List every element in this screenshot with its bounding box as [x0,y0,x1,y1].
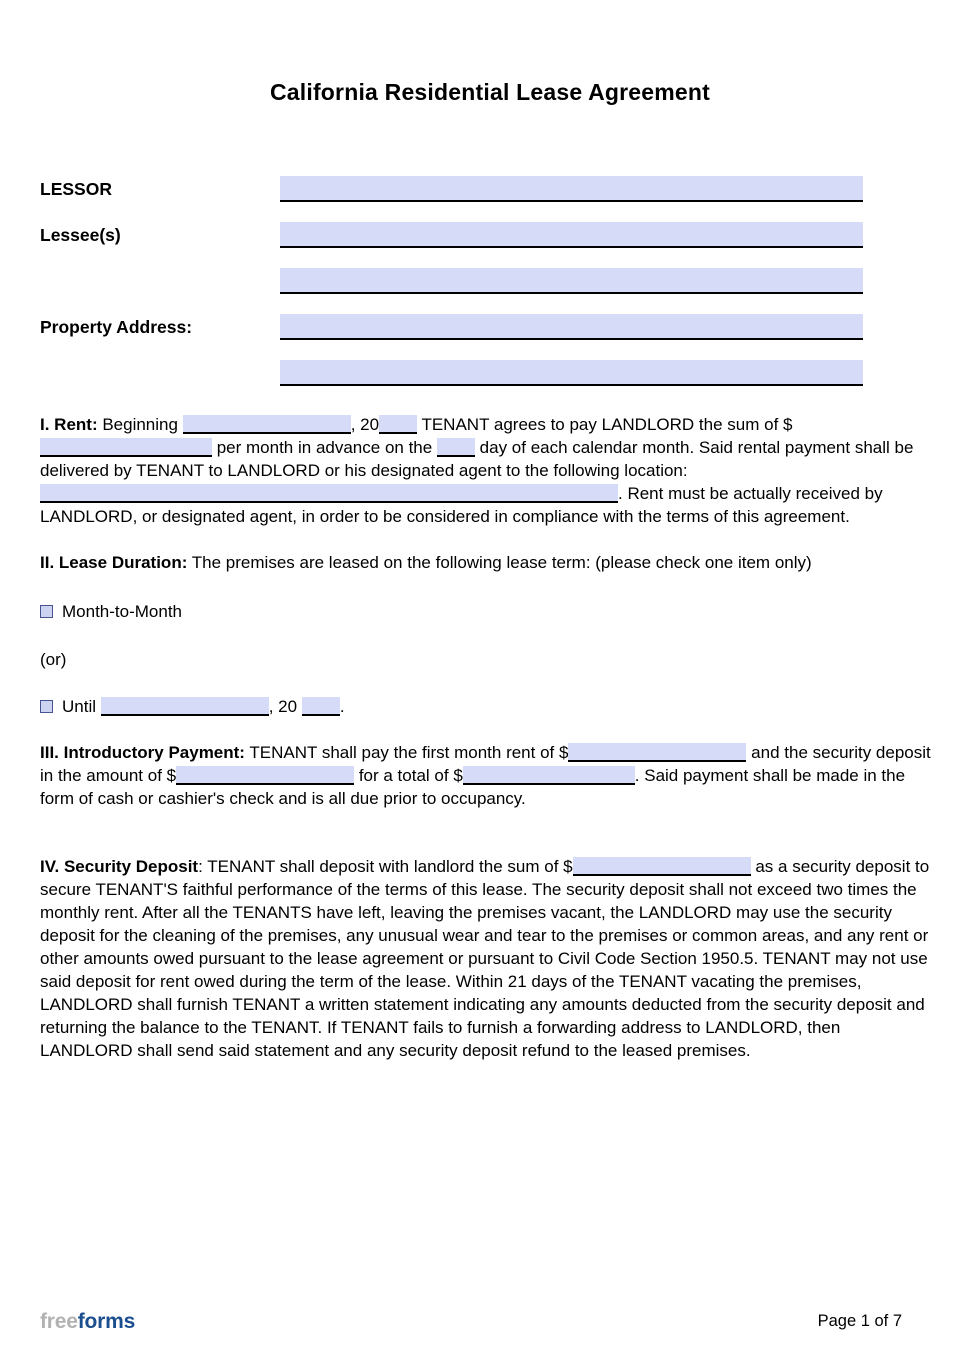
page-title: California Residential Lease Agreement [269,79,711,105]
lessor-label: LESSOR [40,178,112,199]
property-address-row-1 [40,314,940,340]
section-lease-duration-paragraph: II. Lease Duration: The premises are leased on the following lease term: (please check one item only) [40,553,812,572]
month-to-month-label: Month-to-Month [62,602,182,621]
lease-agreement-page [0,78,980,1358]
until-checkbox[interactable] [40,700,53,713]
party-fields-block [40,176,940,386]
property-address-label: Property Address: [40,316,193,337]
property-address-input-field-1[interactable] [280,314,863,340]
property-address-input-field-2[interactable] [280,360,863,386]
lessee-row-1 [40,222,940,248]
section-heading: IV. Security Deposit [40,857,199,876]
until-option-text: Until , 20 . [62,697,345,716]
property-address-row-2 [40,360,940,386]
page-footer [40,1310,902,1334]
fill-in-blank-field[interactable] [40,438,212,457]
lessor-input-field[interactable] [280,176,863,202]
section-heading: III. Introductory Payment: [40,743,245,762]
freeforms-logo [40,1310,135,1334]
lessee-row-2 [40,268,940,294]
fill-in-blank-field[interactable] [183,415,351,434]
month-to-month-checkbox[interactable] [40,605,53,618]
fill-in-blank-field[interactable] [176,766,354,785]
fill-in-blank-field[interactable] [302,697,340,716]
fill-in-blank-field[interactable] [40,484,618,503]
lease-option-until [40,695,980,718]
fill-in-blank-field[interactable] [437,438,475,457]
lessee-input-field-1[interactable] [280,222,863,248]
lessor-row [40,176,940,202]
fill-in-blank-field[interactable] [463,766,635,785]
section-heading: I. Rent: [40,415,98,434]
page-number-indicator: Page 1 of 7 [817,1312,902,1330]
section-introductory-payment-paragraph: III. Introductory Payment: TENANT shall pay the first month rent of $ and the security deposit in the amount of $ for a total of $ . Said payment shall be made in the form of cash or cashier's check and is all due prior to occupancy. [40,743,931,808]
fill-in-blank-field[interactable] [568,743,746,762]
fill-in-blank-field[interactable] [101,697,269,716]
logo-forms-text: forms [77,1310,136,1333]
lessee-label: Lessee(s) [40,224,121,245]
section-security-deposit-paragraph: IV. Security Deposit: TENANT shall deposit with landlord the sum of $ as a security deposit to secure TENANT'S faithful performance of the terms of this lease. The security deposit shall not exceed two times the monthly rent. After all the TENANTS have left, leaving the premises vacant, the LANDLORD may use the security deposit for the cleaning of the premises, any unusual wear and tear to the premises or common areas, and any rent or other amounts owed pursuant to the lease agreement or pursuant to Civil Code Section 1950.5. TENANT may not use said deposit for rent owed during the term of the lease. Within 21 days of the TENANT vacating the premises, LANDLORD shall furnish TENANT a written statement indicating any amounts deducted from the security deposit and returning the balance to the TENANT. If TENANT fails to furnish a forwarding address to LANDLORD, then LANDLORD shall send said statement and any security deposit refund to the leased premises. [40,857,930,1060]
fill-in-blank-field[interactable] [573,857,751,876]
section-rent-paragraph: I. Rent: Beginning , 20 TENANT agrees to pay LANDLORD the sum of $ per month in advance on the day of each calendar month. Said rental payment shall be delivered by TENANT to LANDLORD or his designated agent to the following location: . Rent must be actually received by LANDLORD, or designated agent, in order to be considered in compliance with the terms of this agreement. [40,415,914,526]
lessee-input-field-2[interactable] [280,268,863,294]
section-heading: II. Lease Duration: [40,553,188,572]
logo-free-text: free [40,1310,78,1333]
lease-option-month-to-month [40,600,980,623]
fill-in-blank-field[interactable] [379,415,417,434]
lease-option-or-text: (or) [40,650,67,669]
